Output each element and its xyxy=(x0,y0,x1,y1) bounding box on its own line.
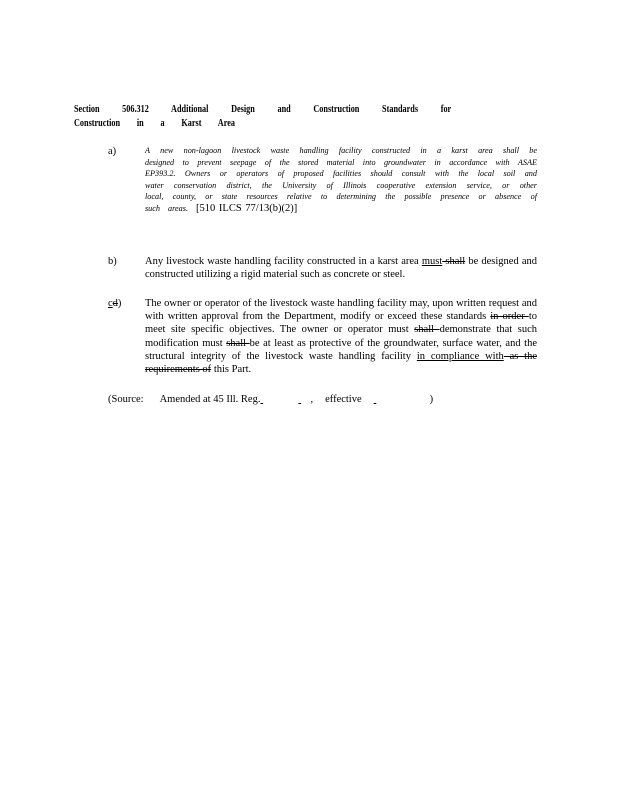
deleted-text: shall xyxy=(226,337,250,349)
subsection-c-label xyxy=(108,297,121,310)
source-note xyxy=(108,393,433,406)
reg-page-blank xyxy=(298,393,310,406)
text-run: be designed and constructed utilizing a rigid material such as concrete or steel. xyxy=(145,256,537,281)
subsection-a-body: A new non-lagoon livestock waste handling facility constructed in a karst area shall be designed to prevent seepage of the stored material into groundwater in accordance with ASAE EP393.2. Owners or operators of proposed facilities should consult with the local soil and water conservation district, the University of Illinois cooperative extension service, or other local, county, or state resources relative to determining the possible presence or absence of such areas. xyxy=(145,146,537,213)
deleted-text: shall xyxy=(442,256,466,267)
source-amended: Amended at 45 Ill. Reg. xyxy=(159,394,261,405)
subsection-b-label: b) xyxy=(108,256,117,267)
inserted-text: must xyxy=(421,256,443,267)
source-effective: effective xyxy=(325,394,362,405)
deleted-text: as the requirements of xyxy=(145,350,538,376)
inserted-label: c xyxy=(108,298,113,309)
deleted-text: shall xyxy=(414,324,440,336)
source-comma: , xyxy=(310,394,314,405)
deleted-text: in order xyxy=(490,311,529,323)
label-paren: ) xyxy=(117,298,122,309)
subsection-c-text xyxy=(145,297,537,376)
effective-date-blank xyxy=(374,393,430,406)
text-run: Any livestock waste handling facility constructed in a karst area xyxy=(145,256,422,267)
deleted-label: d xyxy=(112,298,118,309)
inserted-text: in compliance with xyxy=(416,350,504,362)
subsection-b-text xyxy=(145,255,537,281)
text-run: The owner or operator of the livestock waste handling facility may, upon written request and with written approval from the Department, modify or exceed these standards xyxy=(145,298,537,323)
text-run: be at least as protective of the groundwater, surface water, and the structural integrity of the livestock waste handling facility xyxy=(145,337,537,362)
text-run: to meet site specific objectives. The owner or operator must xyxy=(145,311,537,336)
subsection-a-label: a) xyxy=(108,146,117,157)
text-run: this Part. xyxy=(211,364,252,376)
text-run: demonstrate that such modification must xyxy=(145,324,537,349)
section-heading: Section 506.312 Additional Design and Construction Standards for Construction in a Karst Area xyxy=(74,104,452,129)
source-close: ) xyxy=(429,394,434,405)
statute-citation: [510 ILCS 77/13(b)(2)] xyxy=(196,202,298,214)
reg-volume-blank xyxy=(260,393,290,406)
source-open: (Source: xyxy=(108,394,144,405)
subsection-a-text xyxy=(145,145,537,214)
